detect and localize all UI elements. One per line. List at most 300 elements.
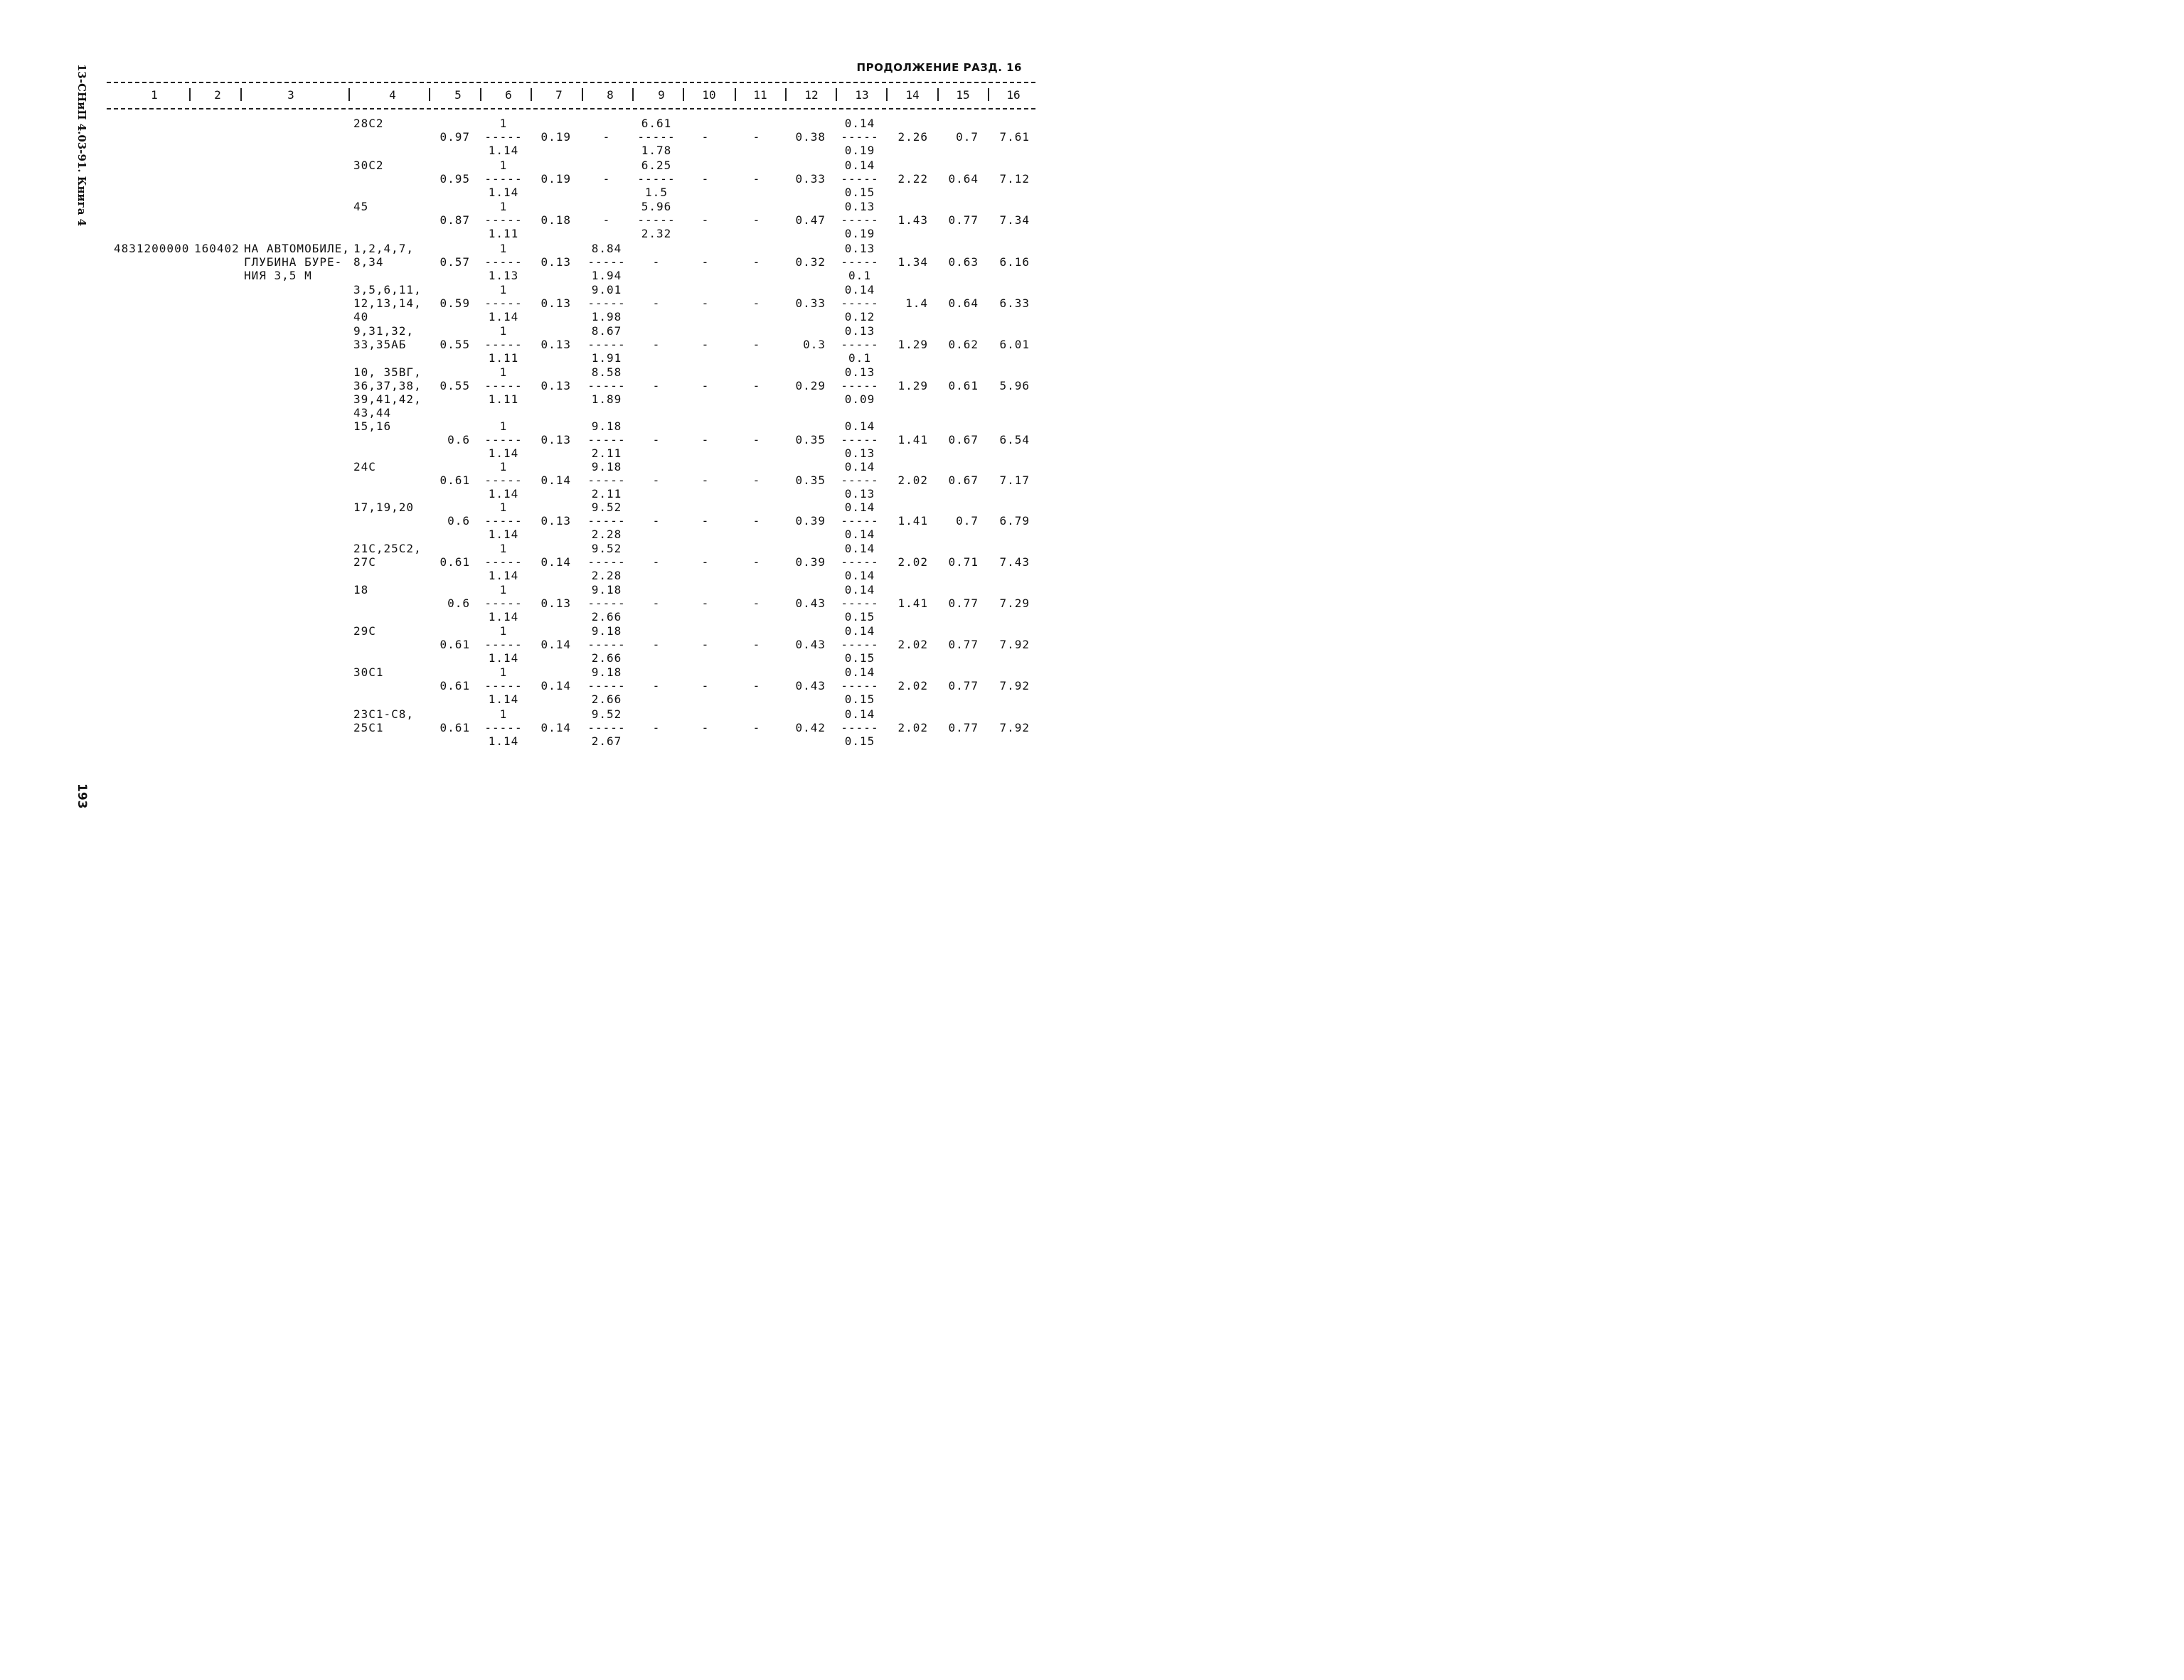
column-header-4: 4	[389, 88, 396, 102]
pile-numbers-cell: 29С	[353, 624, 376, 638]
fraction-denominator: 2.11	[591, 487, 622, 501]
value-cell: 0.97	[440, 130, 470, 144]
value-cell: 0.13	[540, 514, 571, 528]
dash-cell: -	[701, 514, 710, 528]
header-separator	[429, 88, 430, 101]
value-cell: 2.02	[897, 679, 928, 692]
fraction-bar: -----	[587, 255, 626, 269]
dash-cell: -	[752, 130, 761, 144]
dash-cell: -	[652, 514, 661, 528]
dash-cell: -	[701, 296, 710, 310]
value-cell: 1.34	[897, 255, 928, 269]
fraction-denominator: 0.13	[844, 446, 875, 460]
value-cell: 0.3	[803, 338, 826, 351]
fraction-bar: -----	[484, 172, 523, 186]
header-separator	[886, 88, 888, 101]
value-cell: 0.14	[540, 721, 571, 734]
fraction-denominator: 0.15	[844, 651, 875, 665]
fraction-bar: -----	[484, 433, 523, 446]
fraction-numerator: 1	[499, 542, 508, 555]
value-cell: 0.47	[795, 213, 826, 227]
column-header-11: 11	[753, 88, 767, 102]
value-cell: 0.61	[440, 679, 470, 692]
value-cell: 0.55	[440, 379, 470, 392]
fraction-numerator: 0.14	[844, 419, 875, 433]
value-cell: 0.55	[440, 338, 470, 351]
value-cell: 0.14	[540, 555, 571, 569]
dash-cell: -	[752, 338, 761, 351]
fraction-denominator: 1.14	[488, 446, 519, 460]
fraction-bar: -----	[484, 596, 523, 610]
value-cell: 0.61	[440, 638, 470, 651]
dash-cell: -	[701, 255, 710, 269]
fraction-numerator: 0.13	[844, 324, 875, 338]
fraction-bar: -----	[587, 433, 626, 446]
value-cell: 7.92	[999, 721, 1030, 734]
fraction-denominator: 0.1	[848, 351, 871, 365]
fraction-numerator: 0.14	[844, 501, 875, 514]
fraction-denominator: 0.1	[848, 269, 871, 282]
document-page	[0, 0, 1109, 853]
fraction-numerator: 9.18	[591, 624, 622, 638]
value-cell: 0.61	[440, 473, 470, 487]
column-header-8: 8	[607, 88, 614, 102]
pile-numbers-cell: 15,16	[353, 419, 392, 433]
fraction-numerator: 1	[499, 583, 508, 596]
fraction-denominator: 2.66	[591, 692, 622, 706]
section-title: ПРОДОЛЖЕНИЕ РАЗД. 16	[856, 61, 1022, 74]
value-cell: 0.33	[795, 172, 826, 186]
value-cell: 6.79	[999, 514, 1030, 528]
fraction-denominator: 1.11	[488, 351, 519, 365]
fraction-bar: -----	[841, 296, 879, 310]
fraction-bar: -----	[484, 213, 523, 227]
value-cell: 0.67	[948, 473, 979, 487]
dash-cell: -	[652, 379, 661, 392]
fraction-denominator: 0.12	[844, 310, 875, 323]
value-cell: 1.29	[897, 379, 928, 392]
value-cell: 0.71	[948, 555, 979, 569]
pile-numbers-cell: 23С1-С8,	[353, 707, 415, 721]
value-cell: 0.6	[447, 596, 470, 610]
fraction-bar: -----	[484, 679, 523, 692]
header-separator	[683, 88, 684, 101]
value-cell: 0.59	[440, 296, 470, 310]
fraction-bar: -----	[484, 721, 523, 734]
fraction-denominator: 1.11	[488, 227, 519, 240]
fraction-numerator: 1	[499, 707, 508, 721]
dash-cell: -	[602, 172, 611, 186]
value-cell: 0.43	[795, 679, 826, 692]
value-cell: 0.6	[447, 514, 470, 528]
value-cell: 0.29	[795, 379, 826, 392]
value-cell: 0.67	[948, 433, 979, 446]
fraction-bar: -----	[841, 433, 879, 446]
fraction-bar: -----	[484, 555, 523, 569]
pile-numbers-cell: 30С2	[353, 159, 384, 172]
value-cell: 0.13	[540, 379, 571, 392]
fraction-numerator: 1	[499, 117, 508, 130]
pile-numbers-cell: 28С2	[353, 117, 384, 130]
fraction-denominator: 0.19	[844, 227, 875, 240]
fraction-bar: -----	[841, 255, 879, 269]
dash-cell: -	[752, 433, 761, 446]
column-header-13: 13	[855, 88, 869, 102]
fraction-numerator: 1	[499, 283, 508, 296]
pile-numbers-cell: 45	[353, 200, 369, 213]
header-separator	[240, 88, 242, 101]
fraction-numerator: 0.14	[844, 542, 875, 555]
dash-cell: -	[701, 555, 710, 569]
header-separator	[531, 88, 532, 101]
fraction-bar: -----	[484, 514, 523, 528]
dash-cell: -	[752, 679, 761, 692]
fraction-denominator: 0.19	[844, 144, 875, 157]
value-cell: 1.29	[897, 338, 928, 351]
column-header-10: 10	[702, 88, 716, 102]
value-cell: 0.77	[948, 679, 979, 692]
fraction-bar: -----	[484, 255, 523, 269]
dash-cell: -	[652, 296, 661, 310]
value-cell: 0.6	[447, 433, 470, 446]
fraction-bar: -----	[587, 555, 626, 569]
dash-cell: -	[652, 338, 661, 351]
pile-numbers-cell: 1,2,4,7,	[353, 242, 415, 255]
fraction-bar: -----	[484, 130, 523, 144]
pile-numbers-cell: 40	[353, 310, 369, 323]
fraction-numerator: 0.14	[844, 159, 875, 172]
pile-numbers-cell: 17,19,20	[353, 501, 415, 514]
fraction-numerator: 1	[499, 665, 508, 679]
header-separator	[988, 88, 989, 101]
value-cell: 6.54	[999, 433, 1030, 446]
pile-numbers-cell: 3,5,6,11,	[353, 283, 422, 296]
column-header-2: 2	[214, 88, 221, 102]
header-separator	[189, 88, 191, 101]
fraction-bar: -----	[841, 555, 879, 569]
value-cell: 0.62	[948, 338, 979, 351]
fraction-bar: -----	[841, 596, 879, 610]
value-cell: 0.13	[540, 255, 571, 269]
dash-cell: -	[701, 213, 710, 227]
top-rule	[107, 82, 1035, 83]
value-cell: 0.19	[540, 130, 571, 144]
fraction-bar: -----	[841, 379, 879, 392]
value-cell: 0.77	[948, 596, 979, 610]
dash-cell: -	[752, 555, 761, 569]
header-separator	[836, 88, 837, 101]
value-cell: 7.12	[999, 172, 1030, 186]
item-description-line-3: НИЯ 3,5 М	[244, 269, 312, 282]
fraction-denominator: 1.14	[488, 186, 519, 199]
fraction-numerator: 6.61	[641, 117, 672, 130]
header-separator	[632, 88, 634, 101]
fraction-numerator: 1	[499, 501, 508, 514]
fraction-bar: -----	[841, 338, 879, 351]
fraction-denominator: 2.32	[641, 227, 672, 240]
fraction-numerator: 1	[499, 365, 508, 379]
fraction-numerator: 1	[499, 242, 508, 255]
dash-cell: -	[701, 596, 710, 610]
header-separator	[348, 88, 350, 101]
fraction-numerator: 0.14	[844, 460, 875, 473]
dash-cell: -	[652, 679, 661, 692]
pile-numbers-cell: 9,31,32,	[353, 324, 415, 338]
value-cell: 0.13	[540, 433, 571, 446]
fraction-denominator: 1.78	[641, 144, 672, 157]
value-cell: 0.18	[540, 213, 571, 227]
fraction-denominator: 2.66	[591, 651, 622, 665]
fraction-denominator: 1.14	[488, 310, 519, 323]
value-cell: 7.34	[999, 213, 1030, 227]
item-description-line-2: ГЛУБИНА БУРЕ-	[244, 255, 343, 269]
fraction-bar: -----	[841, 172, 879, 186]
running-head: 13-СНиП 4.03-91. Книга 4	[75, 64, 88, 227]
value-cell: 1.41	[897, 433, 928, 446]
fraction-bar: -----	[637, 130, 676, 144]
fraction-denominator: 2.66	[591, 610, 622, 624]
value-cell: 6.01	[999, 338, 1030, 351]
dash-cell: -	[752, 638, 761, 651]
fraction-bar: -----	[484, 638, 523, 651]
fraction-bar: -----	[841, 473, 879, 487]
fraction-bar: -----	[841, 638, 879, 651]
dash-cell: -	[652, 555, 661, 569]
value-cell: 0.95	[440, 172, 470, 186]
fraction-numerator: 1	[499, 460, 508, 473]
pile-numbers-cell: 21С,25С2,	[353, 542, 422, 555]
fraction-numerator: 8.58	[591, 365, 622, 379]
dash-cell: -	[602, 213, 611, 227]
dash-cell: -	[752, 255, 761, 269]
dash-cell: -	[752, 596, 761, 610]
dash-cell: -	[701, 130, 710, 144]
fraction-denominator: 2.67	[591, 734, 622, 748]
fraction-numerator: 0.13	[844, 242, 875, 255]
value-cell: 7.17	[999, 473, 1030, 487]
fraction-bar: -----	[841, 679, 879, 692]
fraction-numerator: 9.18	[591, 665, 622, 679]
value-cell: 7.61	[999, 130, 1030, 144]
value-cell: 1.41	[897, 514, 928, 528]
value-cell: 7.29	[999, 596, 1030, 610]
value-cell: 0.57	[440, 255, 470, 269]
dash-cell: -	[701, 473, 710, 487]
value-cell: 0.35	[795, 433, 826, 446]
dash-cell: -	[701, 679, 710, 692]
fraction-bar: -----	[587, 596, 626, 610]
fraction-denominator: 1.98	[591, 310, 622, 323]
value-cell: 0.61	[948, 379, 979, 392]
fraction-numerator: 1	[499, 324, 508, 338]
fraction-denominator: 1.14	[488, 487, 519, 501]
value-cell: 0.64	[948, 296, 979, 310]
value-cell: 0.14	[540, 679, 571, 692]
fraction-bar: -----	[841, 514, 879, 528]
value-cell: 0.38	[795, 130, 826, 144]
header-separator	[582, 88, 583, 101]
fraction-denominator: 1.14	[488, 734, 519, 748]
value-cell: 0.14	[540, 638, 571, 651]
fraction-numerator: 9.18	[591, 460, 622, 473]
dash-cell: -	[752, 473, 761, 487]
fraction-bar: -----	[637, 172, 676, 186]
fraction-numerator: 0.14	[844, 665, 875, 679]
fraction-numerator: 6.25	[641, 159, 672, 172]
fraction-denominator: 0.13	[844, 487, 875, 501]
fraction-denominator: 2.28	[591, 569, 622, 582]
value-cell: 2.02	[897, 555, 928, 569]
fraction-bar: -----	[484, 473, 523, 487]
dash-cell: -	[752, 721, 761, 734]
dash-cell: -	[602, 130, 611, 144]
value-cell: 2.22	[897, 172, 928, 186]
pile-numbers-cell: 43,44	[353, 406, 392, 419]
fraction-denominator: 1.91	[591, 351, 622, 365]
fraction-bar: -----	[587, 296, 626, 310]
pile-numbers-cell: 25С1	[353, 721, 384, 734]
fraction-denominator: 1.14	[488, 569, 519, 582]
pile-numbers-cell: 12,13,14,	[353, 296, 422, 310]
column-header-14: 14	[905, 88, 920, 102]
value-cell: 0.32	[795, 255, 826, 269]
page-number: 193	[75, 783, 89, 809]
value-cell: 0.39	[795, 514, 826, 528]
value-cell: 0.61	[440, 555, 470, 569]
value-cell: 2.02	[897, 473, 928, 487]
column-header-16: 16	[1006, 88, 1021, 102]
fraction-numerator: 0.14	[844, 624, 875, 638]
value-cell: 1.43	[897, 213, 928, 227]
fraction-numerator: 1	[499, 624, 508, 638]
dash-cell: -	[652, 596, 661, 610]
fraction-numerator: 0.14	[844, 583, 875, 596]
header-separator	[937, 88, 939, 101]
fraction-numerator: 1	[499, 200, 508, 213]
pile-numbers-cell: 18	[353, 583, 369, 596]
value-cell: 0.77	[948, 721, 979, 734]
fraction-denominator: 2.11	[591, 446, 622, 460]
value-cell: 0.14	[540, 473, 571, 487]
value-cell: 0.33	[795, 296, 826, 310]
dash-cell: -	[701, 338, 710, 351]
fraction-denominator: 1.5	[645, 186, 668, 199]
fraction-denominator: 1.89	[591, 392, 622, 406]
fraction-numerator: 8.84	[591, 242, 622, 255]
value-cell: 0.42	[795, 721, 826, 734]
item-code: 4831200000	[114, 242, 190, 255]
fraction-bar: -----	[637, 213, 676, 227]
dash-cell: -	[652, 473, 661, 487]
value-cell: 2.26	[897, 130, 928, 144]
dash-cell: -	[701, 172, 710, 186]
fraction-denominator: 1.11	[488, 392, 519, 406]
dash-cell: -	[752, 296, 761, 310]
fraction-denominator: 1.14	[488, 144, 519, 157]
fraction-bar: -----	[484, 338, 523, 351]
column-header-5: 5	[454, 88, 462, 102]
value-cell: 0.39	[795, 555, 826, 569]
value-cell: 6.16	[999, 255, 1030, 269]
pile-numbers-cell: 10, 35ВГ,	[353, 365, 422, 379]
fraction-numerator: 0.14	[844, 117, 875, 130]
value-cell: 0.7	[956, 514, 979, 528]
fraction-numerator: 9.18	[591, 583, 622, 596]
dash-cell: -	[752, 379, 761, 392]
fraction-denominator: 1.13	[488, 269, 519, 282]
header-separator	[480, 88, 481, 101]
header-rule	[107, 108, 1035, 109]
fraction-numerator: 9.52	[591, 501, 622, 514]
item-code-2: 160402	[194, 242, 240, 255]
value-cell: 0.43	[795, 638, 826, 651]
dash-cell: -	[652, 255, 661, 269]
dash-cell: -	[652, 638, 661, 651]
value-cell: 0.64	[948, 172, 979, 186]
fraction-bar: -----	[841, 213, 879, 227]
pile-numbers-cell: 39,41,42,	[353, 392, 422, 406]
value-cell: 0.7	[956, 130, 979, 144]
fraction-denominator: 0.15	[844, 610, 875, 624]
fraction-bar: -----	[587, 514, 626, 528]
fraction-bar: -----	[587, 721, 626, 734]
value-cell: 2.02	[897, 721, 928, 734]
fraction-numerator: 9.18	[591, 419, 622, 433]
dash-cell: -	[701, 433, 710, 446]
value-cell: 0.13	[540, 338, 571, 351]
pile-numbers-cell: 24С	[353, 460, 376, 473]
fraction-denominator: 0.15	[844, 186, 875, 199]
fraction-denominator: 0.15	[844, 734, 875, 748]
column-header-6: 6	[505, 88, 512, 102]
fraction-bar: -----	[587, 679, 626, 692]
dash-cell: -	[652, 721, 661, 734]
dash-cell: -	[701, 721, 710, 734]
header-separator	[785, 88, 787, 101]
value-cell: 0.13	[540, 296, 571, 310]
fraction-numerator: 1	[499, 159, 508, 172]
column-header-7: 7	[555, 88, 563, 102]
fraction-bar: -----	[841, 721, 879, 734]
fraction-numerator: 0.14	[844, 707, 875, 721]
column-header-12: 12	[804, 88, 819, 102]
value-cell: 0.35	[795, 473, 826, 487]
pile-numbers-cell: 8,34	[353, 255, 384, 269]
dash-cell: -	[752, 514, 761, 528]
value-cell: 0.63	[948, 255, 979, 269]
column-header-3: 3	[287, 88, 294, 102]
value-cell: 0.19	[540, 172, 571, 186]
value-cell: 0.61	[440, 721, 470, 734]
pile-numbers-cell: 36,37,38,	[353, 379, 422, 392]
fraction-bar: -----	[587, 473, 626, 487]
column-header-15: 15	[956, 88, 970, 102]
fraction-denominator: 1.14	[488, 651, 519, 665]
item-description-line-1: НА АВТОМОБИЛЕ,	[244, 242, 350, 255]
value-cell: 2.02	[897, 638, 928, 651]
value-cell: 0.77	[948, 638, 979, 651]
fraction-denominator: 0.14	[844, 528, 875, 541]
fraction-numerator: 5.96	[641, 200, 672, 213]
value-cell: 0.43	[795, 596, 826, 610]
fraction-numerator: 9.01	[591, 283, 622, 296]
fraction-denominator: 1.14	[488, 528, 519, 541]
fraction-bar: -----	[587, 379, 626, 392]
fraction-bar: -----	[484, 296, 523, 310]
fraction-numerator: 0.13	[844, 365, 875, 379]
fraction-denominator: 0.15	[844, 692, 875, 706]
pile-numbers-cell: 30С1	[353, 665, 384, 679]
